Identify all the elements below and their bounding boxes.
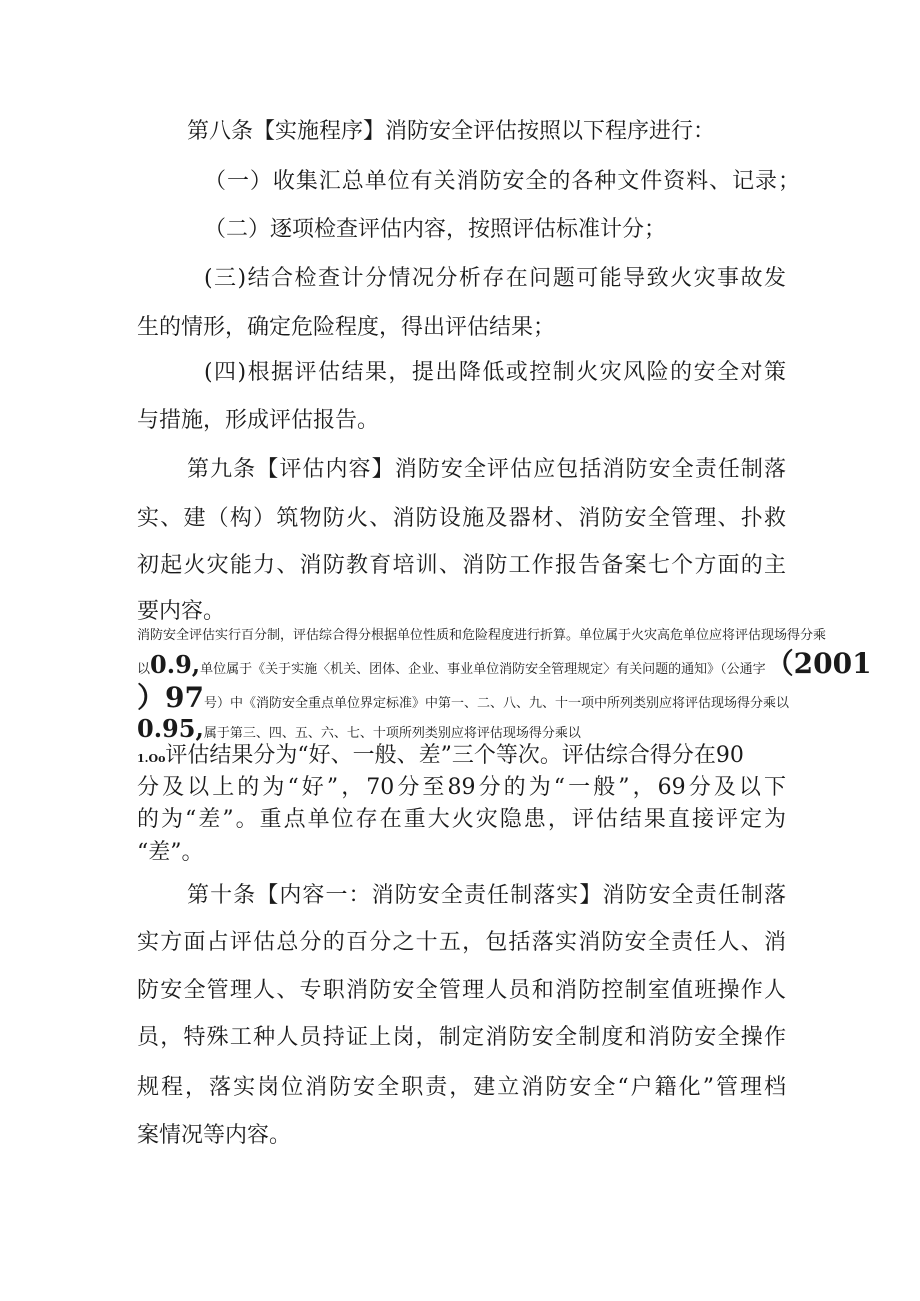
article-10-line-6: 案情况等内容。: [137, 1123, 292, 1148]
article-8-item-4-line-1: (四)根据评估结果，提出降低或控制火灾风险的安全对策: [204, 360, 786, 385]
article-10-line-4: 员，特殊工种人员持证上岗，制定消防安全制度和消防安全操作: [137, 1025, 786, 1050]
notice-number: ）97: [137, 681, 204, 714]
article-8-item-1: （一）收集汇总单位有关消防安全的各种文件资料、记录；: [204, 169, 800, 194]
article-10-line-2: 实方面占评估总分的百分之十五，包括落实消防安全责任人、消: [137, 930, 786, 955]
article-9-line-3: 初起火灾能力、消防教育培训、消防工作报告备案七个方面的主: [137, 553, 786, 578]
scoring-prefix: 以: [137, 662, 151, 677]
other-categories: 属于第三、四、五、六、七、十项所列类别应将评估现场得分乘以: [203, 726, 581, 741]
factor-0-95: 0.95,: [137, 714, 204, 743]
article-8-item-3-line-1: (三)结合检查计分情况分析存在问题可能导致火灾事故发: [204, 266, 786, 291]
key-unit-standard: 号）中《消防安全重点单位界定标准》中第一、二、八、九、十一项中所列类别应将评估现场得分乘以: [203, 696, 789, 711]
article-9-line-1: 第九条【评估内容】消防安全评估应包括消防安全责任制落: [187, 457, 786, 482]
scoring-line-1: 消防安全评估实行百分制，评估综合得分根据单位性质和危险程度进行折算。单位属于火灾高危单位应将评估现场得分乘: [137, 628, 827, 643]
factor-0-9: 0.9,: [150, 650, 201, 679]
article-8-item-4-line-2: 与措施，形成评估报告。: [137, 408, 380, 433]
article-10-line-3: 防安全管理人、专职消防安全管理人员和消防控制室值班操作人: [137, 978, 786, 1003]
article-10-line-5: 规程，落实岗位消防安全职责，建立消防安全“户籍化”管理档: [137, 1075, 786, 1100]
article-8-item-2: （二）逐项检查评估内容，按照评估标准计分；: [204, 217, 667, 242]
result-grades: 评估结果分为“好、一般、差”三个等次。评估综合得分在90: [165, 743, 744, 768]
scoring-line-6: 分及以上的为“好”，70分至89分的为“一般”，69分及以下: [137, 775, 786, 800]
article-9-line-4: 要内容。: [137, 599, 226, 624]
scoring-line-2: [137, 648, 872, 678]
article-10-line-1: 第十条【内容一：消防安全责任制落实】消防安全责任制落: [187, 883, 786, 908]
scoring-line-5: [137, 741, 744, 771]
factor-1-0: 1.Oo: [137, 752, 166, 765]
notice-reference: 单位属于《关于实施〈机关、团体、企业、事业单位消防安全管理规定〉有关问题的通知》（公通字: [200, 662, 766, 677]
scoring-line-7: 的为“差”。重点单位存在重大火灾隐患，评估结果直接评定为: [137, 807, 786, 832]
article-9-line-2: 实、建（构）筑物防火、消防设施及器材、消防安全管理、扑救: [137, 506, 786, 531]
scoring-line-3: [137, 682, 789, 712]
notice-year: （2001: [765, 647, 872, 680]
scoring-line-8: “差”。: [137, 840, 204, 865]
article-8-heading: 第八条【实施程序】消防安全评估按照以下程序进行：: [187, 119, 716, 144]
article-8-item-3-line-2: 生的情形，确定危险程度，得出评估结果；: [137, 315, 556, 340]
scoring-line-4: [137, 714, 581, 744]
